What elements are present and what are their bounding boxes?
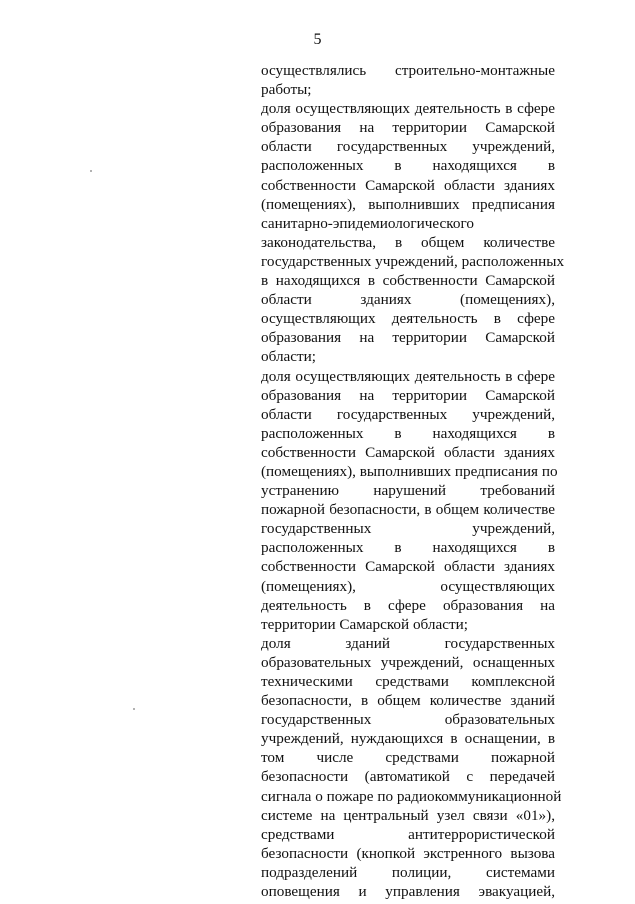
- body-text: [261, 61, 565, 901]
- text-line: доля осуществляющих деятельность в сфере: [261, 100, 555, 118]
- paragraph-security-equipment: [261, 634, 562, 901]
- text-line: (помещениях), выполнивших предписания: [261, 195, 555, 213]
- text-line: системе на центральный узел связи «01»),: [261, 806, 555, 824]
- text-line: государственных образовательных: [261, 711, 555, 729]
- text-line: сигнала о пожаре по радиокоммуникационной: [261, 787, 562, 805]
- text-line: безопасности (кнопкой экстренного вызова: [261, 844, 555, 862]
- text-line: подразделений полиции, системами: [261, 863, 555, 881]
- page-number: 5: [313, 31, 322, 48]
- text-line: санитарно-эпидемиологического: [261, 214, 474, 232]
- text-line: области зданиях (помещениях),: [261, 291, 555, 309]
- text-line: собственности Самарской области зданиях: [261, 176, 555, 194]
- text-line: государственных учреждений, расположенных: [261, 252, 565, 270]
- text-line: доля осуществляющих деятельность в сфере: [261, 367, 555, 385]
- text-line: образования на территории Самарской: [261, 119, 555, 137]
- text-line: области;: [261, 348, 316, 366]
- text-line: безопасности (автоматикой с передачей: [261, 768, 555, 786]
- text-line: территории Самарской области;: [261, 615, 468, 633]
- text-line: доля зданий государственных: [261, 634, 555, 652]
- text-line: расположенных в находящихся в: [261, 424, 555, 442]
- text-line: (помещениях), осуществляющих: [261, 577, 555, 595]
- text-line: расположенных в находящихся в: [261, 539, 555, 557]
- text-line: образовательных учреждений, оснащенных: [261, 653, 555, 671]
- text-line: деятельность в сфере образования на: [261, 596, 555, 614]
- text-line: работы;: [261, 81, 312, 99]
- text-line: пожарной безопасности, в общем количестве: [261, 501, 555, 519]
- text-line: оповещения и управления эвакуацией,: [261, 883, 555, 901]
- paragraph-fire-safety: [261, 367, 558, 634]
- text-line: средствами антитеррористической: [261, 825, 555, 843]
- text-line: собственности Самарской области зданиях: [261, 558, 555, 576]
- text-line: устранению нарушений требований: [261, 482, 555, 500]
- text-line: законодательства, в общем количестве: [261, 233, 555, 251]
- text-line: в находящихся в собственности Самарской: [261, 272, 555, 290]
- text-line: области государственных учреждений,: [261, 405, 555, 423]
- text-line: осуществляющих деятельность в сфере: [261, 310, 555, 328]
- text-line: собственности Самарской области зданиях: [261, 443, 555, 461]
- scan-speck: [133, 708, 135, 710]
- text-line: государственных учреждений,: [261, 520, 555, 538]
- paragraph-construction-works: [261, 61, 555, 99]
- text-line: образования на территории Самарской: [261, 386, 555, 404]
- text-line: расположенных в находящихся в: [261, 157, 555, 175]
- text-line: образования на территории Самарской: [261, 329, 555, 347]
- text-line: том числе средствами пожарной: [261, 749, 555, 767]
- text-line: (помещениях), выполнивших предписания по: [261, 462, 558, 480]
- text-line: области государственных учреждений,: [261, 138, 555, 156]
- text-line: учреждений, нуждающихся в оснащении, в: [261, 730, 555, 748]
- text-line: осуществлялись строительно-монтажные: [261, 62, 555, 79]
- text-line: безопасности, в общем количестве зданий: [261, 692, 555, 710]
- scan-speck: [90, 170, 92, 172]
- text-line: техническими средствами комплексной: [261, 673, 555, 690]
- paragraph-sanitary-compliance: [261, 99, 565, 366]
